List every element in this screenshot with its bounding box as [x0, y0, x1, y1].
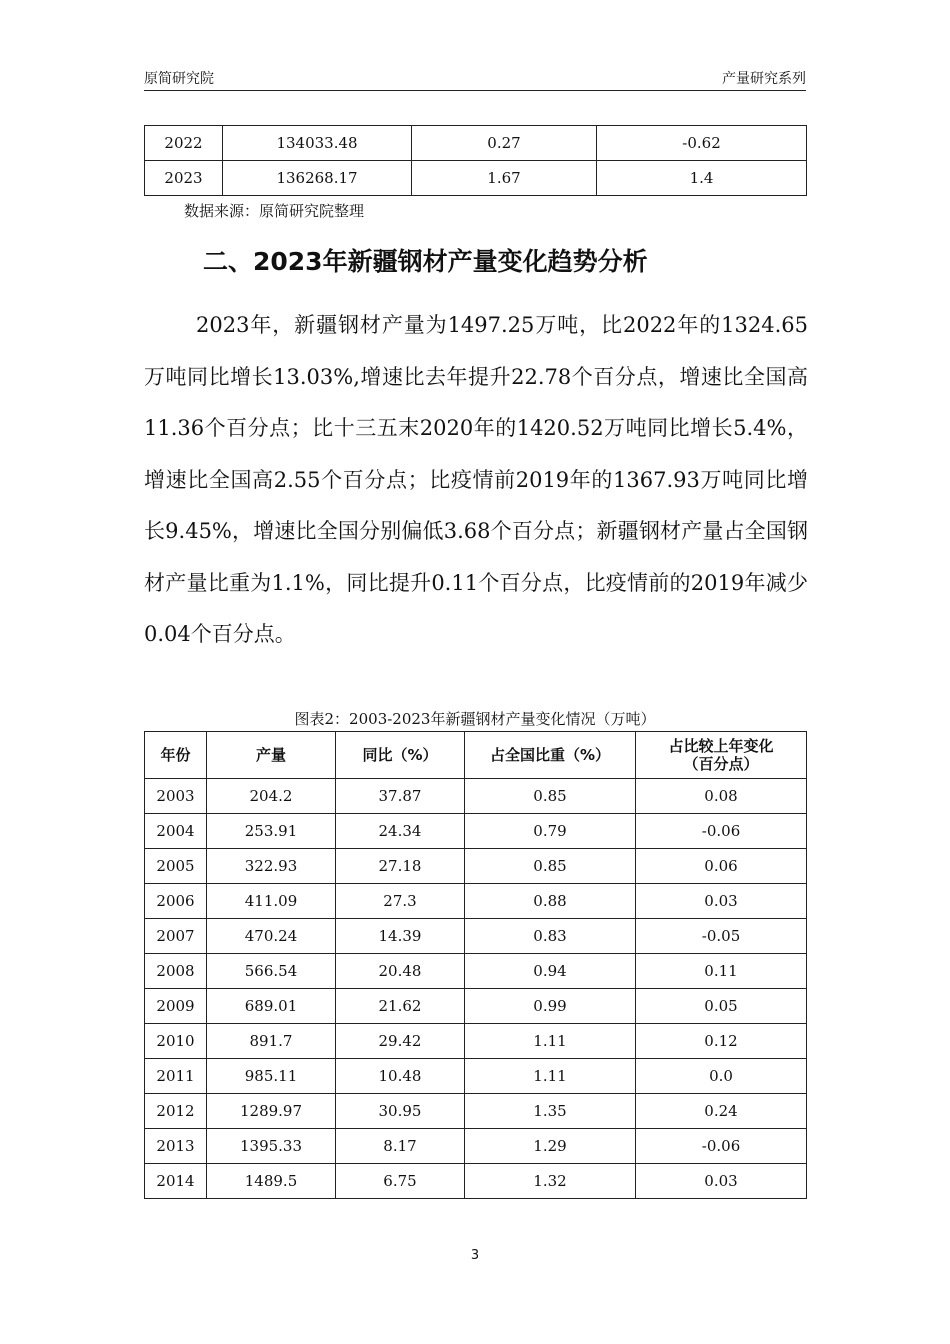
table-cell: 1.11 — [465, 1024, 636, 1059]
table-cell: 0.05 — [636, 989, 807, 1024]
page-header — [144, 66, 806, 91]
table-row — [145, 1024, 807, 1059]
table-cell: 1395.33 — [207, 1129, 336, 1164]
table-cell: 20.48 — [336, 954, 465, 989]
table-cell: 2023 — [145, 161, 223, 196]
table-row — [145, 779, 807, 814]
table-cell: 0.24 — [636, 1094, 807, 1129]
table-cell: 0.88 — [465, 884, 636, 919]
table-cell: 1.29 — [465, 1129, 636, 1164]
table-cell: 136268.17 — [223, 161, 412, 196]
table-cell: 6.75 — [336, 1164, 465, 1199]
table-cell: 0.27 — [412, 126, 597, 161]
table-cell: 24.34 — [336, 814, 465, 849]
table-cell: 566.54 — [207, 954, 336, 989]
table-cell: 1289.97 — [207, 1094, 336, 1129]
table-cell: 0.79 — [465, 814, 636, 849]
table-cell: 2006 — [145, 884, 207, 919]
production-table — [144, 731, 807, 1199]
table-cell: 8.17 — [336, 1129, 465, 1164]
table-cell: 30.95 — [336, 1094, 465, 1129]
table-cell: 0.83 — [465, 919, 636, 954]
table-cell: 0.06 — [636, 849, 807, 884]
table-cell: 2004 — [145, 814, 207, 849]
table-row — [145, 849, 807, 884]
production-table-body — [145, 779, 807, 1199]
table-row — [145, 126, 807, 161]
table-cell: 411.09 — [207, 884, 336, 919]
header-yoy: 同比（%） — [336, 732, 465, 779]
table-cell: 14.39 — [336, 919, 465, 954]
table-cell: 1.11 — [465, 1059, 636, 1094]
table-cell: 2011 — [145, 1059, 207, 1094]
table-cell: 985.11 — [207, 1059, 336, 1094]
table-cell: -0.62 — [597, 126, 807, 161]
table-cell: 2005 — [145, 849, 207, 884]
table-cell: 689.01 — [207, 989, 336, 1024]
table-cell: 1489.5 — [207, 1164, 336, 1199]
table-cell: 21.62 — [336, 989, 465, 1024]
page-number: 3 — [470, 1248, 480, 1263]
table-cell: 1.67 — [412, 161, 597, 196]
data-source-note: 数据来源：原简研究院整理 — [184, 202, 365, 220]
table-cell: 27.3 — [336, 884, 465, 919]
section-title: 二、2023年新疆钢材产量变化趋势分析 — [203, 247, 648, 276]
table-cell: 0.85 — [465, 779, 636, 814]
header-share: 占全国比重（%） — [465, 732, 636, 779]
analysis-paragraph: 2023年，新疆钢材产量为1497.25万吨，比2022年的1324.65万吨同比增长13.03%,增速比去年提升22.78个百分点，增速比全国高11.36个百分点；比十三五末2020年的1420.52万吨同比增长5.4%，增速比全国高2.55个百分点；比疫情前2019年的1367.93万吨同比增长9.45%，增速比全国分别偏低3.68个百分点；新疆钢材产量占全国钢材产量比重为1.1%，同比提升0.11个百分点，比疫情前的2019年减少0.04个百分点。 — [144, 313, 808, 646]
table-cell: 2008 — [145, 954, 207, 989]
table-cell: 2014 — [145, 1164, 207, 1199]
table-header-row — [145, 732, 807, 779]
table-caption: 图表2：2003-2023年新疆钢材产量变化情况（万吨） — [294, 710, 656, 728]
table-cell: 322.93 — [207, 849, 336, 884]
header-series: 产量研究系列 — [722, 71, 806, 87]
table-cell: 27.18 — [336, 849, 465, 884]
table-cell: 0.03 — [636, 884, 807, 919]
table-cell: -0.06 — [636, 1129, 807, 1164]
table-cell: 2012 — [145, 1094, 207, 1129]
table-cell: 0.03 — [636, 1164, 807, 1199]
header-year: 年份 — [145, 732, 207, 779]
header-share-change-line1: 占比较上年变化 — [668, 737, 774, 755]
table-cell: 0.99 — [465, 989, 636, 1024]
table-cell: 1.32 — [465, 1164, 636, 1199]
table-cell: 0.94 — [465, 954, 636, 989]
table-cell: 2022 — [145, 126, 223, 161]
continued-table — [144, 125, 807, 196]
table-row — [145, 919, 807, 954]
table-row — [145, 814, 807, 849]
table-cell: -0.05 — [636, 919, 807, 954]
table-cell: 0.85 — [465, 849, 636, 884]
table-cell: 470.24 — [207, 919, 336, 954]
table-row — [145, 884, 807, 919]
table-cell: 37.87 — [336, 779, 465, 814]
table-cell: 0.08 — [636, 779, 807, 814]
table-cell: 0.0 — [636, 1059, 807, 1094]
table-cell: 134033.48 — [223, 126, 412, 161]
table-cell: 2003 — [145, 779, 207, 814]
header-share-change-line2: （百分点） — [683, 755, 759, 773]
header-share-change — [636, 732, 807, 779]
table-cell: 1.4 — [597, 161, 807, 196]
header-org: 原简研究院 — [144, 71, 214, 87]
table-row — [145, 989, 807, 1024]
table-cell: 2010 — [145, 1024, 207, 1059]
table-cell: -0.06 — [636, 814, 807, 849]
table-cell: 29.42 — [336, 1024, 465, 1059]
table-row — [145, 161, 807, 196]
table-cell: 253.91 — [207, 814, 336, 849]
table-cell: 891.7 — [207, 1024, 336, 1059]
table-row — [145, 1094, 807, 1129]
table-cell: 1.35 — [465, 1094, 636, 1129]
header-output: 产量 — [207, 732, 336, 779]
table-cell: 2013 — [145, 1129, 207, 1164]
table-cell: 10.48 — [336, 1059, 465, 1094]
table-cell: 2009 — [145, 989, 207, 1024]
table-cell: 0.12 — [636, 1024, 807, 1059]
table-row — [145, 1129, 807, 1164]
table-row — [145, 954, 807, 989]
table-row — [145, 1164, 807, 1199]
table-row — [145, 1059, 807, 1094]
table-cell: 204.2 — [207, 779, 336, 814]
table-cell: 0.11 — [636, 954, 807, 989]
table-cell: 2007 — [145, 919, 207, 954]
